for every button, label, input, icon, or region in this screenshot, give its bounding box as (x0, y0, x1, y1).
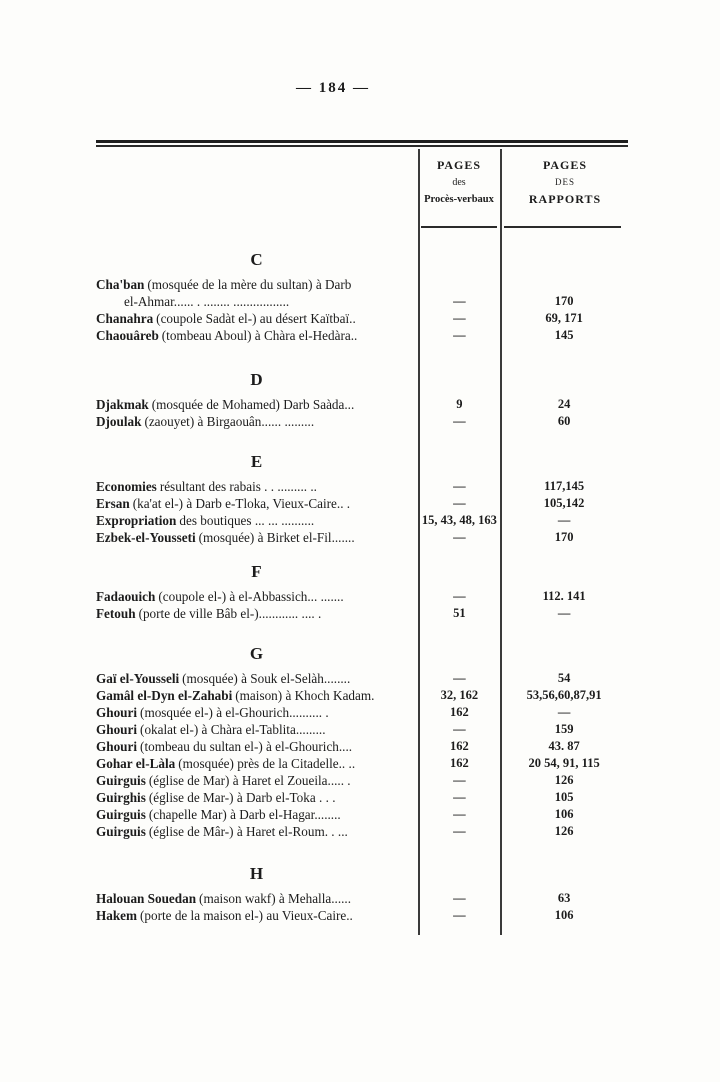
pv-value: — (453, 722, 466, 736)
index-entry (96, 276, 628, 310)
index-entry (96, 789, 628, 806)
index-entry (96, 327, 628, 344)
pv-value: — (453, 824, 466, 838)
section-letter-h: H (249, 864, 265, 883)
entry-text (96, 670, 418, 687)
entry-text (96, 588, 418, 605)
rapports-value: — (557, 513, 571, 527)
rapports-value: 105,142 (543, 496, 585, 510)
entry-text (96, 789, 418, 806)
entry-desc: (mosquée el-) à el-Ghourich.......... . (140, 705, 329, 720)
entry-desc: (porte de ville Bâb el-)............ .... . (138, 606, 322, 621)
rapports-value: 106 (554, 807, 574, 821)
entry-text (96, 806, 418, 823)
rapports-value: 60 (557, 414, 571, 428)
entry-desc: (ka'at el-) à Darb e-Tloka, Vieux-Caire.. . (132, 496, 351, 511)
rapports-value: 145 (554, 328, 574, 342)
pv-value: — (453, 773, 466, 787)
entry-text (96, 495, 418, 512)
entry-text (96, 529, 418, 546)
rapports-value: 20 54, 91, 115 (528, 756, 600, 770)
index-entry (96, 670, 628, 687)
entry-desc: (porte de la maison el-) au Vieux-Caire.. (140, 908, 353, 923)
pv-value: — (453, 294, 466, 308)
entry-name: Ersan (96, 496, 130, 511)
section-letter-e: E (250, 452, 264, 471)
rapports-value: 43. 87 (548, 739, 580, 753)
rapports-value: 170 (554, 530, 574, 544)
pv-value: 32, 162 (440, 688, 479, 702)
pv-value: — (453, 328, 466, 342)
entry-text (96, 890, 418, 907)
entry-name: Djoulak (96, 414, 142, 429)
index-entry (96, 478, 628, 495)
entry-desc: des boutiques ... ... .......... (179, 513, 315, 528)
entry-desc-line2: el-Ahmar...... . ........ ................. (124, 294, 290, 309)
section-letter-c: C (250, 250, 264, 269)
page-number: — 184 — (296, 80, 370, 96)
rapports-value: — (557, 705, 571, 719)
index-entry (96, 588, 628, 605)
rapports-value: 112. 141 (542, 589, 586, 603)
entry-desc: (mosquée) près de la Citadelle.. .. (178, 756, 356, 771)
column-header-line: PAGES (436, 158, 482, 172)
pv-value: — (453, 790, 466, 804)
rapports-value: 126 (554, 824, 574, 838)
pv-value: 51 (453, 606, 466, 620)
entry-name: Economies (96, 479, 157, 494)
header-underline-rapports (504, 226, 621, 228)
pv-value: 9 (456, 397, 463, 411)
entry-text (96, 907, 418, 924)
entry-desc: résultant des rabais . . ......... .. (159, 479, 317, 494)
entry-text (96, 755, 418, 772)
entry-desc: (tombeau du sultan el-) à el-Ghourich.... (140, 739, 353, 754)
rapports-value: 117,145 (544, 479, 585, 493)
pv-value: — (453, 530, 466, 544)
entry-desc: (église de Mar) à Haret el Zoueila..... . (148, 773, 351, 788)
entry-text (96, 605, 418, 622)
index-rows (96, 250, 628, 924)
rapports-value: 106 (554, 908, 574, 922)
pv-value: 162 (449, 705, 469, 719)
rapports-value: 170 (554, 294, 574, 308)
entry-name: Guirguis (96, 824, 146, 839)
entry-name: Gaï el-Yousseli (96, 671, 180, 686)
index-entry (96, 907, 628, 924)
entry-text (96, 327, 418, 344)
entry-text (96, 738, 418, 755)
column-header-line: DES (554, 177, 575, 187)
entry-text (96, 772, 418, 789)
index-entry (96, 823, 628, 840)
entry-name: Guirguis (96, 773, 146, 788)
entry-desc: (chapelle Mar) à Darb el-Hagar........ (148, 807, 341, 822)
rapports-value: 69, 171 (545, 311, 583, 325)
entry-desc: (mosquée de Mohamed) Darb Saàda... (151, 397, 355, 412)
entry-desc: (mosquée) à Birket el-Fil....... (198, 530, 355, 545)
entry-text (96, 704, 418, 721)
entry-text (96, 276, 418, 310)
pv-value: — (453, 414, 466, 428)
entry-text (96, 512, 418, 529)
rapports-value: 63 (557, 891, 571, 905)
entry-name: Fadaouich (96, 589, 156, 604)
pv-value: 162 (449, 739, 469, 753)
entry-desc: (zaouyet) à Birgaouân...... ......... (144, 414, 315, 429)
pv-value: — (453, 891, 466, 905)
entry-name: Hakem (96, 908, 138, 923)
index-entry (96, 310, 628, 327)
rapports-value: 54 (557, 671, 571, 685)
entry-desc: (coupole el-) à el-Abbassich... ....... (158, 589, 344, 604)
pv-value: 15, 43, 48, 163 (421, 513, 497, 527)
index-entry (96, 704, 628, 721)
rapports-value: 126 (554, 773, 574, 787)
pv-value: — (453, 589, 466, 603)
column-header-line: Procès-verbaux (424, 194, 494, 205)
pv-value: — (453, 807, 466, 821)
index-entry (96, 605, 628, 622)
index-table (96, 140, 628, 940)
entry-text (96, 413, 418, 430)
entry-name: Expropriation (96, 513, 177, 528)
pv-value: — (453, 671, 466, 685)
pv-value: 162 (449, 756, 469, 770)
entry-name: Guirguis (96, 807, 146, 822)
section-letter-f: F (251, 562, 263, 581)
index-entry (96, 495, 628, 512)
index-entry (96, 755, 628, 772)
entry-name: Guirghis (96, 790, 146, 805)
index-entry (96, 738, 628, 755)
entry-name: Fetouh (96, 606, 136, 621)
entry-desc: (maison) à Khoch Kadam. (235, 688, 375, 703)
index-entry (96, 772, 628, 789)
rapports-value: 159 (554, 722, 574, 736)
pv-value: — (453, 479, 466, 493)
entry-name: Cha'ban (96, 277, 145, 292)
rapports-value: — (557, 606, 571, 620)
entry-text (96, 721, 418, 738)
section-letter-d: D (250, 370, 264, 389)
pv-value: — (453, 496, 466, 510)
entry-desc: (tombeau Aboul) à Chàra el-Hedàra.. (161, 328, 358, 343)
top-double-rule (96, 140, 628, 147)
pv-value: — (453, 908, 466, 922)
entry-name: Ezbek-el-Yousseti (96, 530, 196, 545)
entry-desc: (okalat el-) à Chàra el-Tablita......... (140, 722, 326, 737)
entry-desc: (église de Mar-) à Darb el-Toka . . . (148, 790, 336, 805)
entry-desc: (mosquée de la mère du sultan) à Darb (147, 277, 352, 292)
rapports-value: 24 (557, 397, 571, 411)
rapports-value: 53,56,60,87,91 (526, 688, 602, 702)
column-header-line: RAPPORTS (528, 192, 602, 206)
entry-text (96, 478, 418, 495)
index-entry (96, 512, 628, 529)
entry-text (96, 396, 418, 413)
column-header-proces-verbaux (418, 158, 500, 207)
entry-name: Djakmak (96, 397, 149, 412)
entry-desc: (coupole Sadàt el-) au désert Kaïtbaï.. (156, 311, 356, 326)
entry-text (96, 687, 418, 704)
entry-name: Ghouri (96, 722, 138, 737)
entry-name: Halouan Souedan (96, 891, 197, 906)
entry-desc: (église de Mâr-) à Haret el-Roum. . ... (148, 824, 348, 839)
rapports-value: 105 (554, 790, 574, 804)
header-underline-pv (421, 226, 497, 228)
entry-name: Gamâl el-Dyn el-Zahabi (96, 688, 233, 703)
index-entry (96, 721, 628, 738)
index-entry (96, 413, 628, 430)
entry-name: Ghouri (96, 739, 138, 754)
index-entry (96, 396, 628, 413)
entry-text (96, 310, 418, 327)
column-header-line: des (452, 177, 466, 188)
index-entry (96, 890, 628, 907)
entry-text (96, 823, 418, 840)
entry-desc: (maison wakf) à Mehalla...... (199, 891, 352, 906)
entry-name: Gohar el-Làla (96, 756, 176, 771)
section-letter-g: G (249, 644, 265, 663)
entry-name: Ghouri (96, 705, 138, 720)
entry-desc: (mosquée) à Souk el-Selàh........ (182, 671, 351, 686)
column-header-rapports (502, 158, 628, 207)
pv-value: — (453, 311, 466, 325)
index-entry (96, 529, 628, 546)
entry-name: Chanahra (96, 311, 154, 326)
entry-name: Chaouâreb (96, 328, 159, 343)
index-entry (96, 806, 628, 823)
column-header-line: PAGES (542, 158, 588, 172)
index-entry (96, 687, 628, 704)
